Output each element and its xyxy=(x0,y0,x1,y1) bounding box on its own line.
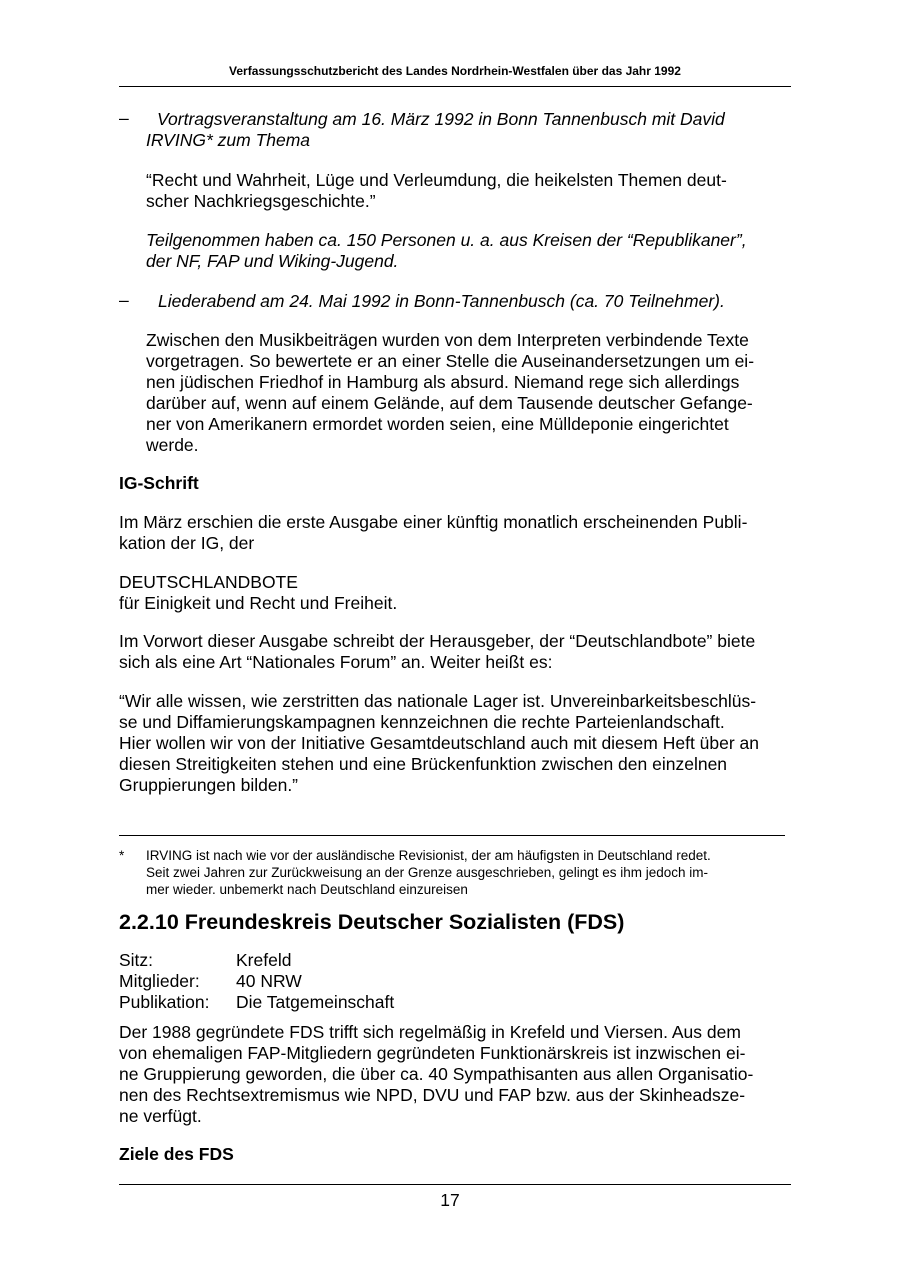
paragraph xyxy=(119,1022,753,1127)
text-line: nen des Rechtsextremismus wie NPD, DVU und FAP bzw. aus der Skinheadsze- xyxy=(119,1085,746,1105)
text-line: “Recht und Wahrheit, Lüge und Verleumdung, die heikelsten Themen deut- xyxy=(146,170,727,190)
list-bullet: – xyxy=(119,108,129,128)
text-line: Seit zwei Jahren zur Zurückweisung an der Grenze ausgeschrieben, gelingt es ihm jedoch im- xyxy=(146,865,709,880)
text-line: nen jüdischen Friedhof in Hamburg als absurd. Niemand rege sich allerdings xyxy=(146,372,740,392)
footer-rule xyxy=(119,1184,791,1185)
fact-label: Mitglieder: xyxy=(119,971,200,991)
text-line: Der 1988 gegründete FDS trifft sich regelmäßig in Krefeld und Viersen. Aus dem xyxy=(119,1022,741,1042)
quoted-topic xyxy=(146,170,766,212)
fact-value: 40 NRW xyxy=(236,971,302,991)
list-item-text: Liederabend am 24. Mai 1992 in Bonn-Tannenbusch (ca. 70 Teilnehmer). xyxy=(158,291,725,311)
text-line: ner von Amerikanern ermordet worden seien, eine Mülldeponie eingerichtet xyxy=(146,414,729,434)
text-line: Vortragsveranstaltung am 16. März 1992 in Bonn Tannenbusch mit David xyxy=(157,109,725,129)
list-item-text xyxy=(146,109,766,151)
text-line: kation der IG, der xyxy=(119,533,255,553)
text-line: der NF, FAP und Wiking-Jugend. xyxy=(146,251,399,271)
text-line: Teilgenommen haben ca. 150 Personen u. a. aus Kreisen der “Republikaner”, xyxy=(146,230,747,250)
text-line: werde. xyxy=(146,435,199,455)
text-line: vorgetragen. So bewertete er an einer Stelle die Auseinandersetzungen um ei- xyxy=(146,351,755,371)
paragraph xyxy=(119,631,755,673)
text-line: ne Gruppierung geworden, die über ca. 40 Sympathisanten aus allen Organisatio- xyxy=(119,1064,754,1084)
text-line: “Wir alle wissen, wie zerstritten das nationale Lager ist. Unvereinbarkeitsbeschlüs- xyxy=(119,691,757,711)
fact-label: Sitz: xyxy=(119,950,154,970)
text-line: scher Nachkriegsgeschichte.” xyxy=(146,191,376,211)
publication-title xyxy=(119,572,397,614)
footnote-text xyxy=(146,847,711,898)
participants-note xyxy=(146,230,786,272)
text-line: se und Diffamierungskampagnen kennzeichnen die rechte Parteienlandschaft. xyxy=(119,712,725,732)
text-line: darüber auf, wenn auf einem Gelände, auf dem Tausende deutscher Gefange- xyxy=(146,393,753,413)
text-line: sich als eine Art “Nationales Forum” an. Weiter heißt es: xyxy=(119,652,553,672)
paragraph xyxy=(146,330,786,456)
text-line: IRVING* zum Thema xyxy=(146,130,311,150)
page-number: 17 xyxy=(440,1190,460,1210)
text-line: diesen Streitigkeiten stehen und eine Brückenfunktion zwischen den einzelnen xyxy=(119,754,728,774)
text-line: mer wieder. unbemerkt nach Deutschland einzureisen xyxy=(146,882,468,897)
block-quote xyxy=(119,691,759,796)
text-line: Hier wollen wir von der Initiative Gesamtdeutschland auch mit diesem Heft über an xyxy=(119,733,760,753)
paragraph xyxy=(119,512,747,554)
text-line: von ehemaligen FAP-Mitgliedern gegründeten Funktionärskreis ist inzwischen ei- xyxy=(119,1043,746,1063)
subheading: Ziele des FDS xyxy=(119,1144,234,1164)
text-line: IRVING ist nach wie vor der ausländische Revisionist, der am häufigsten in Deutschland redet. xyxy=(146,848,711,863)
text-line: Zwischen den Musikbeiträgen wurden von dem Interpreten verbindende Texte xyxy=(146,330,749,350)
text-line: DEUTSCHLANDBOTE xyxy=(119,572,298,592)
text-line: ne verfügt. xyxy=(119,1106,202,1126)
running-header: Verfassungsschutzbericht des Landes Nordrhein-Westfalen über das Jahr 1992 xyxy=(229,64,681,78)
text-line: Im März erschien die erste Ausgabe einer künftig monatlich erscheinenden Publi- xyxy=(119,512,748,532)
header-rule xyxy=(119,86,791,87)
list-bullet: – xyxy=(119,290,129,310)
footnote-marker: * xyxy=(119,848,125,863)
text-line: für Einigkeit und Recht und Freiheit. xyxy=(119,593,398,613)
text-line: Gruppierungen bilden.” xyxy=(119,775,299,795)
fact-label: Publikation: xyxy=(119,992,210,1012)
fact-value: Krefeld xyxy=(236,950,292,970)
section-heading: 2.2.10 Freundeskreis Deutscher Sozialisten (FDS) xyxy=(119,910,625,934)
footnote-rule xyxy=(119,835,785,836)
text-line: Im Vorwort dieser Ausgabe schreibt der Herausgeber, der “Deutschlandbote” biete xyxy=(119,631,756,651)
fact-value: Die Tatgemeinschaft xyxy=(236,992,395,1012)
subheading: IG-Schrift xyxy=(119,473,199,493)
